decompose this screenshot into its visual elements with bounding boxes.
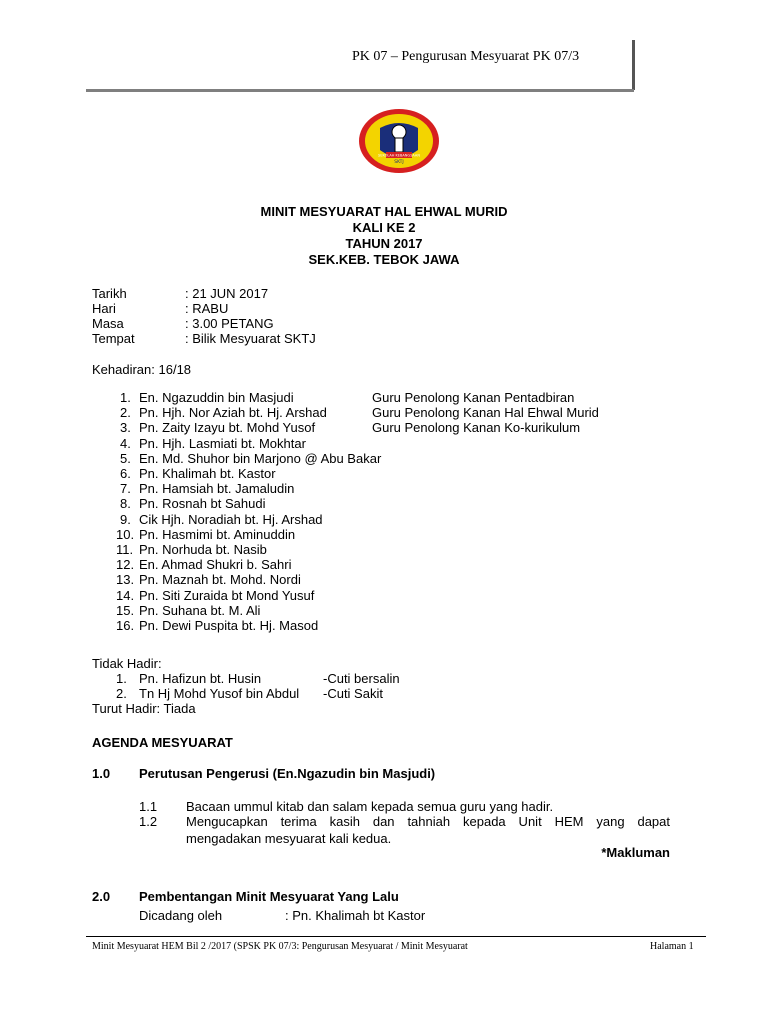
section-1-number: 1.0 xyxy=(92,766,111,781)
attendee-name: Pn. Hasmimi bt. Aminuddin xyxy=(139,527,296,542)
info-date-value: : 21 JUN 2017 xyxy=(185,286,269,301)
attendee-name: Pn. Hamsiah bt. Jamaludin xyxy=(139,481,295,496)
info-place-label: Tempat xyxy=(92,331,135,346)
header-vertical-rule xyxy=(632,40,635,90)
attendee-number: 16. xyxy=(116,618,135,633)
attendee-name: En. Ahmad Shukri b. Sahri xyxy=(139,557,292,572)
attendee-name: Cik Hjh. Noradiah bt. Hj. Arshad xyxy=(139,512,323,527)
header-rule xyxy=(86,89,634,92)
absent-reason: -Cuti Sakit xyxy=(323,686,383,701)
section-1-title: Perutusan Pengerusi (En.Ngazudin bin Masjudi) xyxy=(139,766,436,781)
school-crest-icon xyxy=(358,108,440,174)
info-time-label: Masa xyxy=(92,316,124,331)
crest-band-text: SEKOLAH KEBANGSAAN xyxy=(378,153,420,158)
crest-short-text: SKTJ xyxy=(394,160,404,165)
page-number: Halaman 1 xyxy=(650,941,694,952)
absent-num: 2. xyxy=(116,686,127,701)
attendee-name: Pn. Dewi Puspita bt. Hj. Masod xyxy=(139,618,319,633)
attendee-number: 12. xyxy=(116,557,135,572)
doc-title-line3: TAHUN 2017 xyxy=(345,236,423,251)
attendee-number: 13. xyxy=(116,572,135,587)
item-1-1-text: Bacaan ummul kitab dan salam kepada semua guru yang hadir. xyxy=(186,799,554,814)
item-1-1-number: 1.1 xyxy=(139,799,158,814)
item-1-2-text-line1: Mengucapkan terima kasih dan tahniah kepada Unit HEM yang dapat xyxy=(186,814,670,829)
doc-title-line1: MINIT MESYUARAT HAL EHWAL MURID xyxy=(260,204,508,219)
info-place-value: : Bilik Mesyuarat SKTJ xyxy=(185,331,316,346)
item-1-2-number: 1.2 xyxy=(139,814,158,829)
absent-name: Tn Hj Mohd Yusof bin Abdul xyxy=(139,686,300,701)
agenda-heading: AGENDA MESYUARAT xyxy=(92,735,233,750)
absent-label: Tidak Hadir: xyxy=(92,656,162,671)
info-day-label: Hari xyxy=(92,301,116,316)
attendee-number: 11. xyxy=(116,542,134,557)
attendee-number: 6. xyxy=(120,466,131,481)
proposed-by-value: : Pn. Khalimah bt Kastor xyxy=(285,908,426,923)
info-date-label: Tarikh xyxy=(92,286,127,301)
attendee-name: En. Md. Shuhor bin Marjono @ Abu Bakar xyxy=(139,451,382,466)
attendee-number: 14. xyxy=(116,588,135,603)
doc-title-line2: KALI KE 2 xyxy=(352,220,416,235)
attendee-name: Pn. Rosnah bt Sahudi xyxy=(139,496,266,511)
info-day-value: : RABU xyxy=(185,301,229,316)
attendee-name: Pn. Hjh. Nor Aziah bt. Hj. Arshad xyxy=(139,405,327,420)
attendee-number: 1. xyxy=(120,390,131,405)
attendee-number: 3. xyxy=(120,420,131,435)
attendee-number: 9. xyxy=(120,512,131,527)
absent-name: Pn. Hafizun bt. Husin xyxy=(139,671,262,686)
attendee-name: Pn. Hjh. Lasmiati bt. Mokhtar xyxy=(139,436,306,451)
makluman-note: *Makluman xyxy=(601,845,670,860)
proposed-by-label: Dicadang oleh xyxy=(139,908,223,923)
attendee-name: Pn. Norhuda bt. Nasib xyxy=(139,542,267,557)
turut-hadir: Turut Hadir: Tiada xyxy=(92,701,196,716)
attendee-name: Pn. Zaity Izayu bt. Mohd Yusof xyxy=(139,420,316,435)
attendee-name: Pn. Khalimah bt. Kastor xyxy=(139,466,276,481)
attendance-label: Kehadiran: 16/18 xyxy=(92,362,192,377)
section-2-title: Pembentangan Minit Mesyuarat Yang Lalu xyxy=(139,889,399,904)
absent-reason: -Cuti bersalin xyxy=(323,671,400,686)
section-2-number: 2.0 xyxy=(92,889,111,904)
header-title: PK 07 – Pengurusan Mesyuarat PK 07/3 xyxy=(352,49,580,64)
attendee-number: 8. xyxy=(120,496,131,511)
attendee-role: Guru Penolong Kanan Ko-kurikulum xyxy=(372,420,581,435)
attendee-name: Pn. Suhana bt. M. Ali xyxy=(139,603,261,618)
attendee-number: 2. xyxy=(120,405,131,420)
attendee-name: Pn. Maznah bt. Mohd. Nordi xyxy=(139,572,301,587)
attendee-name: En. Ngazuddin bin Masjudi xyxy=(139,390,294,405)
footer-rule xyxy=(86,936,706,937)
item-1-2-text-line2: mengadakan mesyuarat kali kedua. xyxy=(186,831,392,846)
attendee-role: Guru Penolong Kanan Pentadbiran xyxy=(372,390,575,405)
attendee-number: 5. xyxy=(120,451,131,466)
attendee-number: 10. xyxy=(116,527,135,542)
attendee-number: 7. xyxy=(120,481,131,496)
attendee-number: 15. xyxy=(116,603,135,618)
absent-num: 1. xyxy=(116,671,127,686)
doc-title-line4: SEK.KEB. TEBOK JAWA xyxy=(308,252,460,267)
attendee-name: Pn. Siti Zuraida bt Mond Yusuf xyxy=(139,588,315,603)
attendee-number: 4. xyxy=(120,436,131,451)
attendee-role: Guru Penolong Kanan Hal Ehwal Murid xyxy=(372,405,599,420)
footer-text: Minit Mesyuarat HEM Bil 2 /2017 (SPSK PK 07/3: Pengurusan Mesyuarat / Minit Mesyuarat xyxy=(92,941,468,952)
info-time-value: : 3.00 PETANG xyxy=(185,316,274,331)
